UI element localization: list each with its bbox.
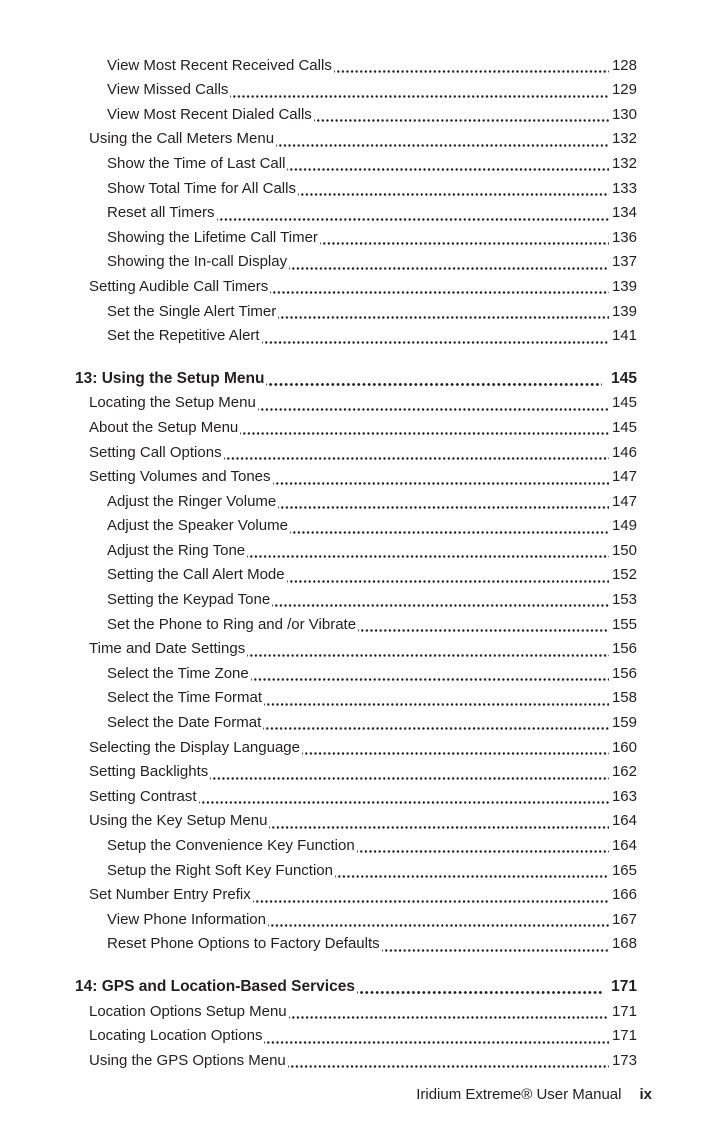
toc-page-number: 147 bbox=[611, 492, 637, 510]
toc-entry-label: Setting the Keypad Tone bbox=[107, 591, 271, 609]
dot-leader bbox=[357, 977, 602, 996]
toc-entry bbox=[0, 996, 637, 1021]
dot-leader bbox=[314, 105, 609, 124]
toc-page-number: 156 bbox=[611, 640, 637, 658]
dot-leader bbox=[289, 252, 609, 271]
toc-entry-label: Setting Volumes and Tones bbox=[89, 468, 271, 486]
toc-entry-label: Set the Phone to Ring and /or Vibrate bbox=[107, 615, 357, 633]
toc-entry-label: Setting Contrast bbox=[89, 787, 197, 805]
dot-leader bbox=[247, 541, 609, 560]
toc-page-number: 153 bbox=[611, 591, 637, 609]
dot-leader bbox=[357, 836, 609, 855]
footer-manual-title: Iridium Extreme® User Manual bbox=[416, 1086, 622, 1103]
toc-entry bbox=[0, 732, 637, 757]
toc-entry bbox=[0, 560, 637, 585]
toc-entry-label: Location Options Setup Menu bbox=[89, 1002, 287, 1020]
toc-page-number: 156 bbox=[611, 664, 637, 682]
toc-entry bbox=[0, 173, 637, 198]
toc-entry bbox=[0, 412, 637, 437]
toc-page-number: 128 bbox=[611, 56, 637, 74]
toc-entry bbox=[0, 830, 637, 855]
dot-leader bbox=[269, 811, 609, 830]
toc-entry bbox=[0, 1021, 637, 1046]
dot-leader bbox=[289, 1002, 609, 1021]
toc-page-number: 155 bbox=[611, 615, 637, 633]
dot-leader bbox=[210, 762, 609, 781]
toc-entry-label: Setup the Convenience Key Function bbox=[107, 837, 355, 854]
toc-entry bbox=[0, 198, 637, 223]
toc-page-number: 132 bbox=[611, 154, 637, 172]
toc-entry-label: Set Number Entry Prefix bbox=[89, 886, 251, 904]
dot-leader bbox=[335, 861, 609, 880]
toc-entry bbox=[0, 1045, 637, 1070]
dot-leader bbox=[287, 154, 609, 173]
toc-entry-label: Setting the Call Alert Mode bbox=[107, 566, 285, 584]
toc-page-number: 139 bbox=[611, 302, 637, 320]
toc-entry bbox=[0, 437, 637, 462]
toc-entry bbox=[0, 584, 637, 609]
dot-leader bbox=[276, 129, 609, 148]
toc-page-number: 137 bbox=[611, 253, 637, 271]
dot-leader bbox=[278, 492, 609, 511]
toc-entry bbox=[0, 683, 637, 708]
toc-entry bbox=[0, 388, 637, 413]
dot-leader bbox=[258, 393, 609, 412]
toc-entry bbox=[0, 486, 637, 511]
toc-entry-label: Setup the Right Soft Key Function bbox=[107, 861, 333, 879]
toc-entry-label: Select the Time Format bbox=[107, 689, 263, 707]
toc-entry bbox=[0, 806, 637, 831]
dot-leader bbox=[290, 516, 609, 535]
dot-leader bbox=[224, 443, 609, 462]
toc-entry-label: Set the Repetitive Alert bbox=[107, 327, 260, 345]
toc-entry-label: Show the Time of Last Call bbox=[107, 154, 286, 172]
toc-chapter-entry bbox=[0, 971, 637, 996]
toc-entry-label: Showing the Lifetime Call Timer bbox=[107, 228, 318, 246]
dot-leader bbox=[230, 80, 609, 99]
toc-entry bbox=[0, 124, 637, 149]
toc-entry bbox=[0, 904, 637, 929]
toc-entry-label: Time and Date Settings bbox=[89, 640, 246, 658]
toc-entry-label: 13: Using the Setup Menu bbox=[75, 369, 265, 387]
dot-leader bbox=[273, 467, 609, 486]
dot-leader bbox=[253, 885, 609, 904]
toc-entry-label: About the Setup Menu bbox=[89, 418, 239, 436]
dot-leader bbox=[199, 787, 609, 806]
toc-entry bbox=[0, 855, 637, 880]
toc-entry bbox=[0, 296, 637, 321]
toc-page-number: 145 bbox=[611, 369, 637, 387]
toc-entry bbox=[0, 75, 637, 100]
toc-entry bbox=[0, 880, 637, 905]
toc-entry-label: Using the GPS Options Menu bbox=[89, 1051, 286, 1069]
toc-entry bbox=[0, 511, 637, 536]
toc-entry bbox=[0, 247, 637, 272]
toc-page-number: 147 bbox=[611, 468, 637, 486]
toc-entry bbox=[0, 658, 637, 683]
toc-entry-label: 14: GPS and Location-Based Services bbox=[75, 977, 355, 995]
dot-leader bbox=[270, 277, 609, 296]
toc-page-number: 130 bbox=[611, 105, 637, 123]
dot-leader bbox=[268, 910, 609, 929]
dot-leader bbox=[247, 639, 609, 658]
dot-leader bbox=[287, 565, 609, 584]
toc-entry bbox=[0, 707, 637, 732]
toc-entry-label: Setting Audible Call Timers bbox=[89, 277, 269, 295]
toc-entry bbox=[0, 99, 637, 124]
toc-page-number: 160 bbox=[611, 738, 637, 756]
dot-leader bbox=[263, 713, 609, 732]
toc-page-number: 165 bbox=[611, 861, 637, 879]
dot-leader bbox=[272, 590, 609, 609]
toc-entry bbox=[0, 222, 637, 247]
toc-page-number: 145 bbox=[611, 394, 637, 412]
table-of-contents bbox=[0, 50, 637, 1070]
toc-page-number: 129 bbox=[611, 81, 637, 99]
toc-entry-label: Using the Key Setup Menu bbox=[89, 812, 268, 830]
toc-page-number: 164 bbox=[611, 812, 637, 830]
toc-entry-label: Locating Location Options bbox=[89, 1027, 263, 1045]
toc-page-number: 171 bbox=[611, 1002, 637, 1020]
toc-entry-label: Showing the In-call Display bbox=[107, 253, 288, 271]
toc-page-number: 171 bbox=[611, 1027, 637, 1045]
toc-entry bbox=[0, 634, 637, 659]
toc-entry bbox=[0, 50, 637, 75]
toc-entry-label: Reset all Timers bbox=[107, 204, 215, 222]
dot-leader bbox=[298, 179, 609, 198]
toc-entry bbox=[0, 271, 637, 296]
toc-entry bbox=[0, 609, 637, 634]
toc-page-number: 163 bbox=[611, 787, 637, 805]
toc-page-number: 166 bbox=[611, 886, 637, 904]
toc-page-number: 158 bbox=[611, 689, 637, 707]
dot-leader bbox=[264, 688, 609, 707]
toc-entry-label: Select the Date Format bbox=[107, 714, 262, 732]
toc-page-number: 145 bbox=[611, 418, 637, 436]
toc-page-number: 146 bbox=[611, 443, 637, 461]
toc-entry-label: Show Total Time for All Calls bbox=[107, 179, 296, 197]
toc-page-number: 159 bbox=[611, 714, 637, 732]
toc-entry-label: Setting Backlights bbox=[89, 763, 209, 781]
page-footer bbox=[416, 1085, 652, 1104]
dot-leader bbox=[382, 934, 609, 953]
dot-leader bbox=[217, 203, 609, 222]
dot-leader bbox=[240, 418, 609, 437]
toc-entry bbox=[0, 929, 637, 954]
toc-page-number: 132 bbox=[611, 130, 637, 148]
toc-entry bbox=[0, 148, 637, 173]
toc-page-number: 141 bbox=[611, 327, 637, 345]
toc-entry-label: View Most Recent Received Calls bbox=[107, 56, 332, 74]
toc-entry-label: Using the Call Meters Menu bbox=[89, 130, 275, 148]
dot-leader bbox=[288, 1051, 609, 1070]
toc-entry-label: View Missed Calls bbox=[107, 81, 229, 99]
toc-entry-label: Select the Time Zone bbox=[107, 664, 249, 682]
footer-page-number: ix bbox=[639, 1086, 652, 1103]
toc-entry-label: Locating the Setup Menu bbox=[89, 394, 256, 412]
toc-entry bbox=[0, 462, 637, 487]
toc-page-number: 139 bbox=[611, 277, 637, 295]
dot-leader bbox=[266, 369, 602, 388]
toc-entry-label: Set the Single Alert Timer bbox=[107, 302, 277, 320]
dot-leader bbox=[264, 1026, 609, 1045]
toc-page-number: 152 bbox=[611, 566, 637, 584]
toc-entry-label: Adjust the Ringer Volume bbox=[107, 492, 277, 510]
dot-leader bbox=[262, 326, 609, 345]
dot-leader bbox=[320, 228, 609, 247]
toc-entry bbox=[0, 781, 637, 806]
dot-leader bbox=[358, 615, 609, 634]
toc-entry bbox=[0, 757, 637, 782]
toc-page-number: 133 bbox=[611, 179, 637, 197]
toc-page-number: 168 bbox=[611, 935, 637, 953]
toc-page-number: 167 bbox=[611, 910, 637, 928]
toc-entry-label: Setting Call Options bbox=[89, 443, 222, 461]
toc-page-number: 171 bbox=[611, 977, 637, 995]
toc-entry bbox=[0, 321, 637, 346]
toc-chapter-entry bbox=[0, 363, 637, 388]
toc-page-number: 134 bbox=[611, 204, 637, 222]
toc-page-number: 149 bbox=[611, 517, 637, 535]
toc-entry-label: Adjust the Speaker Volume bbox=[107, 517, 288, 535]
toc-page-number: 136 bbox=[611, 228, 637, 246]
toc-entry-label: Reset Phone Options to Factory Defaults bbox=[107, 935, 380, 953]
dot-leader bbox=[302, 738, 609, 757]
dot-leader bbox=[334, 56, 609, 75]
toc-entry-label: Adjust the Ring Tone bbox=[107, 541, 246, 559]
toc-page-number: 162 bbox=[611, 763, 637, 781]
toc-entry bbox=[0, 535, 637, 560]
dot-leader bbox=[278, 302, 609, 321]
toc-page-number: 173 bbox=[611, 1051, 637, 1069]
toc-entry-label: Selecting the Display Language bbox=[89, 738, 300, 756]
toc-entry-label: View Most Recent Dialed Calls bbox=[107, 105, 312, 123]
toc-page-number: 150 bbox=[611, 541, 637, 559]
toc-page-number: 164 bbox=[611, 837, 637, 854]
toc-entry-label: View Phone Information bbox=[107, 910, 266, 928]
dot-leader bbox=[251, 664, 609, 683]
